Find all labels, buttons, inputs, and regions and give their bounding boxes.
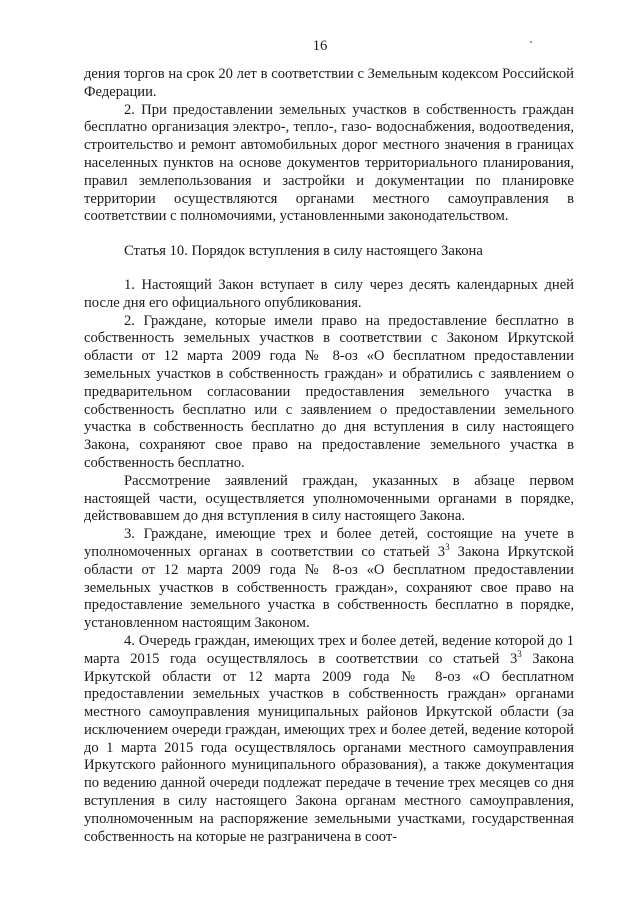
document-body — [84, 66, 574, 846]
page-number: 16 — [312, 38, 328, 54]
paragraph-continuation: дения торгов на срок 20 лет в соответствии с Земельным кодексом Российской Федерации. — [84, 66, 574, 100]
superscript: 3 — [517, 648, 522, 659]
superscript: 3 — [445, 541, 450, 552]
text-segment: Закона Иркутской области от 12 марта 2009 года № 8-оз «О бесплатном предоставлении земельных участков в собственность граждан», сохраняют свое право на предоставление земельного участка в собственность бесплатно в порядке, установленном настоящим Законом. — [84, 543, 574, 632]
paragraph-art10-part3 — [84, 526, 574, 633]
text-segment: 4. Очередь граждан, имеющих трех и более детей, ведение которой до 1 марта 2015 года осуществлялось в соответствии со статьей 3 — [84, 632, 574, 667]
paragraph-art10-part2: 2. Граждане, которые имели право на предоставление бесплатно в собственность земельных участков в соответствии с Законом Иркутской области от 12 марта 2009 года № 8-оз «О бесплатном предоставлении земельных участков в собственность граждан» и обратились с заявлением о предварительном согласовании предоставления земельного участка в собственность бесплатно или с заявлением о предоставлении земельного участка в собственность бесплатно до дня вступления в силу настоящего Закона, сохраняют свое право на предоставление земельного участка в собственность бесплатно. — [84, 312, 574, 471]
article-heading: Статья 10. Порядок вступления в силу настоящего Закона — [124, 243, 483, 260]
scan-speck — [530, 41, 532, 43]
paragraph-art10-part2-continued: Рассмотрение заявлений граждан, указанных в абзаце первом настоящей части, осуществляется уполномоченными органами в порядке, действовавшем до дня вступления в силу настоящего Закона. — [84, 472, 574, 525]
text-segment: Закона Иркутской области от 12 марта 2009 года № 8-оз «О бесплатном предоставлении земельных участков в собственность граждан» органами местного самоуправления муниципальных районов Иркутской области (за исключением очереди граждан, имеющих трех и более детей, ведение которой до 1 марта 2015 года осуществлялось органами местного самоуправления Иркутского районного муниципального образования), а также документация по ведению данной очереди подлежат передаче в течение трех месяцев со дня вступления в силу настоящего Закона органам местного самоуправления, уполномоченным на распоряжение земельными участками, государственная собственность на которые не разграничена в соот- — [84, 650, 574, 845]
text-segment: 3. Граждане, имеющие трех и более детей, состоящие на учете в уполномоченных органах в соответствии со статьей 3 — [84, 526, 574, 560]
paragraph-art10-part4 — [84, 633, 574, 847]
paragraph-art10-part1: 1. Настоящий Закон вступает в силу через десять календарных дней после дня его официального опубликования. — [84, 276, 574, 311]
paragraph-part-2: 2. При предоставлении земельных участков в собственность граждан бесплатно организация электро-, тепло-, газо- водоснабжения, водоотведения, строительство и ремонт автомобильных дорог местного значения в границах населенных пунктов на основе документов территориального планирования, правил землепользования и застройки и документации по планировке территории осуществляются органами местного самоуправления в соответствии с полномочиями, установленными законодательством. — [84, 101, 574, 225]
